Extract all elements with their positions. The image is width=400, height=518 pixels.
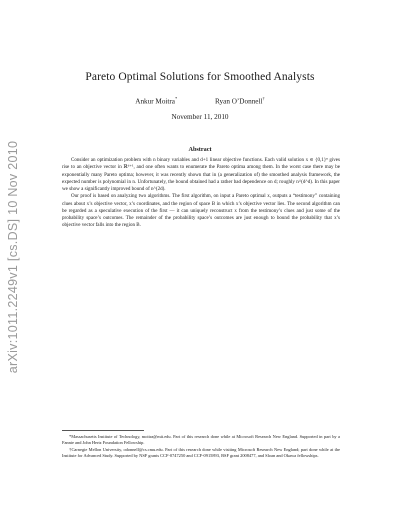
author-1 bbox=[135, 96, 177, 105]
footnotes bbox=[62, 434, 340, 459]
footnote-divider bbox=[62, 430, 144, 431]
abstract-heading: Abstract bbox=[188, 146, 212, 153]
paper-title: Pareto Optimal Solutions for Smoothed Analysts bbox=[85, 71, 315, 83]
footnote-1: *Massachusetts Institute of Technology, moitra@mit.edu. Part of this research done while at Microsoft Research New England. Supported in part by a Fannie and John Hertz Foundation Fellowship. bbox=[62, 434, 340, 446]
author-1-name: Ankur Moitra bbox=[135, 97, 175, 106]
paper-date: November 11, 2010 bbox=[171, 113, 229, 121]
author-2-name: Ryan O’Donnell bbox=[215, 97, 263, 106]
author-1-footnote-mark: * bbox=[175, 96, 178, 101]
arxiv-identifier-text: arXiv:1011.2249v1 [cs.DS] 10 Nov 2010 bbox=[6, 140, 20, 374]
arxiv-identifier-stamp bbox=[2, 118, 24, 396]
author-list bbox=[0, 96, 400, 105]
author-2 bbox=[215, 96, 265, 105]
footnote-2: †Carnegie Mellon University, odonnell@cs.cmu.edu. Part of this research done while visiting Microsoft Research New England; part done while at the Institute for Advanced Study. Supported by NSF grants CCF-0747250 and CCF-0915893, BSF grant 2008477, and Sloan and Okawa fellowships. bbox=[62, 446, 340, 458]
abstract-body bbox=[62, 157, 340, 230]
author-2-footnote-mark: † bbox=[262, 96, 265, 101]
abstract-paragraph-2: Our proof is based on analyzing two algorithms. The first algorithm, on input a Pareto optimal x, outputs a “testimony” containing clues about x’s objective vector, x’s coordinates, and the region of space B in which x’s objective vector lies. The second algorithm can be regarded as a speculative execution of the first — it can uniquely reconstruct x from the testimony’s clues and just some of the probability space’s outcomes. The remainder of the probability space’s outcomes are just enough to bound the probability that x’s objective vector falls into the region B. bbox=[62, 193, 340, 229]
abstract-paragraph-1: Consider an optimization problem with n binary variables and d+1 linear objective functions. Each valid solution x ∈ {0,1}ⁿ gives rise to an objective vector in ℝᵈ⁺¹, and one often wants to enumerate the Pareto optima among them. In the worst case there may be exponentially many Pareto optima; however, it was recently shown that in (a generalization of) the smoothed analysis framework, the expected number is polynomial in n. Unfortunately, the bound obtained had a rather bad dependence on d; roughly n^(d^d). In this paper we show a significantly improved bound of n^(2d). bbox=[62, 157, 340, 192]
